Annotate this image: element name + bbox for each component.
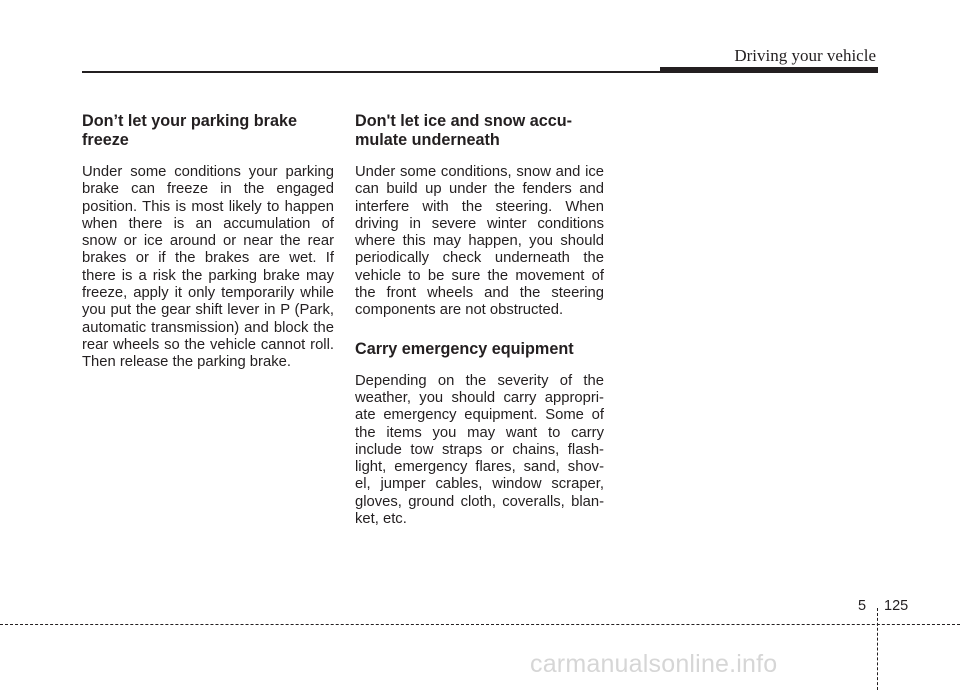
- section-title: Driving your vehicle: [734, 46, 876, 65]
- emergency-equipment-heading: Carry emergency equipment: [355, 339, 574, 358]
- parking-brake-heading: Don’t let your parking brake freeze: [82, 112, 297, 149]
- footer-dashed-rule: [0, 624, 960, 625]
- ice-snow-body: Under some conditions, snow and ice can build up under the fenders and interfere with the steering. When driving in severe winter conditions where this may happen, you should periodically check underneath the vehicle to be sure the movement of the front wheels and the steering components are not obstructed.: [355, 164, 604, 319]
- emergency-equipment-body: Depending on the severity of the weather, you should carry appropri-ate emergency equipment. Some of the items you may want to carry include tow straps or chains, flash-light, emergency flares, sand, shov-el, jumper cables, window scraper, gloves, ground cloth, coveralls, blan-ket, etc.: [355, 372, 604, 528]
- chapter-number: 5: [858, 598, 867, 614]
- header-rule-thick: [660, 67, 878, 73]
- page-number: 125: [884, 598, 909, 614]
- footer-dashed-divider: [877, 608, 878, 690]
- left-column: [82, 112, 334, 372]
- ice-snow-heading: Don't let ice and snow accu-mulate underneath: [355, 112, 573, 149]
- parking-brake-body: Under some conditions your parking brake can freeze in the engaged position. This is most likely to happen when there is an accumulation of snow or ice around or near the rear brakes or if the brakes are wet. If there is a risk the parking brake may freeze, apply it only temporarily while you put the gear shift lever in P (Park, automatic transmission) and block the rear wheels so the vehicle cannot roll. Then release the parking brake.: [82, 164, 334, 371]
- right-column: [355, 112, 604, 528]
- header-rule-thin: [82, 71, 662, 73]
- watermark-text: carmanualsonline.info: [530, 650, 778, 678]
